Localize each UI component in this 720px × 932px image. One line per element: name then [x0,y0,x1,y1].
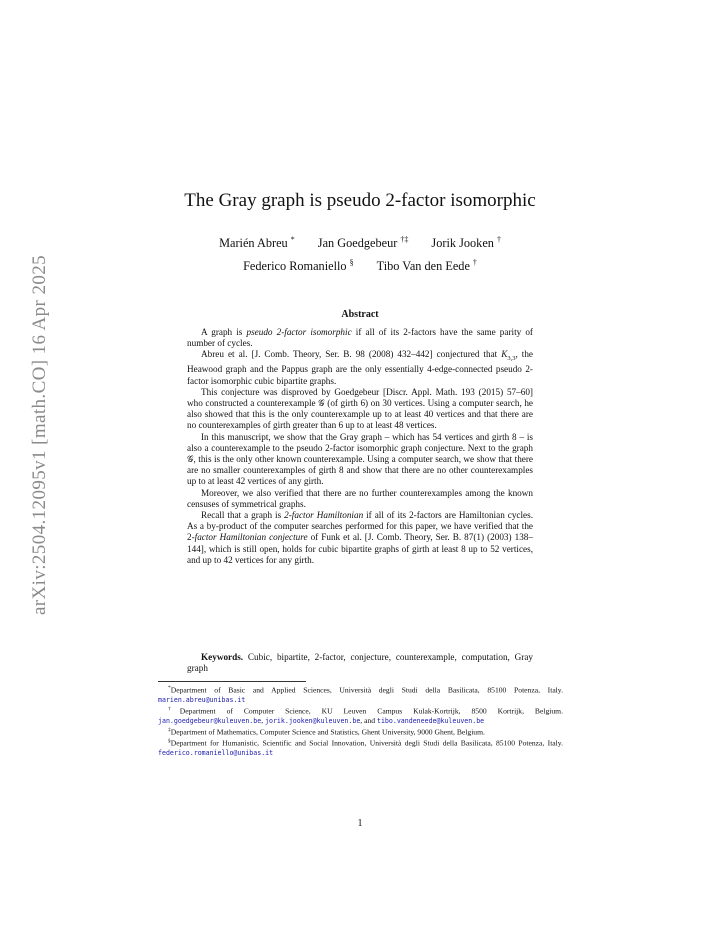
author-mark: †‡ [400,235,409,244]
footnote-romaniello: §Department for Humanistic, Scientific and Social Innovation, Università degli Studi della Basilicata, 85100 Potenza, Italy. federico.romaniello@unibas.it [158,738,563,757]
email-link[interactable]: federico.romaniello@unibas.it [158,748,274,757]
author-list [120,230,600,276]
abstract-paragraph: Abreu et al. [J. Comb. Theory, Ser. B. 98 (2008) 432–442] conjectured that $K_{3,3}$, the Heawood graph and the Pappus graph are the only essentially 4-edge-connected pseudo 2-factor isomorphic cubic bipartite graphs. [187,349,533,386]
author-goedgebeur: Jan Goedgebeur †‡ [317,235,409,251]
abstract-paragraph: In this manuscript, we show that the Gray graph – which has 54 vertices and girth 8 – is also a counterexample to the pseudo 2-factor isomorphic graph conjecture. Next to the graph 𝒢, this is the only other known counterexample. Using a computer search, we show that there are no smaller counterexamples of girth 8 and show that there are no other counterexamples up to at least 42 vertices of any girth. [187,431,533,487]
author-abreu: Marién Abreu * [219,235,295,251]
email-link[interactable]: jan.goedgebeur@kuleuven.be [158,716,262,725]
email-link[interactable]: jorik.jooken@kuleuven.be [265,716,361,725]
abstract-heading: Abstract [341,309,379,320]
math-k33: K [501,349,508,360]
abstract-paragraph: A graph is pseudo 2-factor isomorphic if all of its 2-factors have the same parity of number of cycles. [187,327,533,349]
footnote-ghent: ‡Department of Mathematics, Computer Science and Statistics, Ghent University, 9000 Ghent, Belgium. [168,727,485,737]
abstract-paragraph: Moreover, we also verified that there are no further counterexamples among the known censuses of symmetrical graphs. [187,487,533,509]
author-mark: § [349,258,354,268]
author-mark: * [290,235,295,244]
math-graph-g: 𝒢 [318,398,325,409]
keywords-text: Cubic, bipartite, 2-factor, conjecture, counterexample, computation, Gray graph [187,652,533,674]
email-link[interactable]: marien.abreu@unibas.it [158,695,246,704]
author-van-den-eede: Tibo Van den Eede † [376,258,477,274]
abstract-paragraph: This conjecture was disproved by Goedgebeur [Discr. Appl. Math. 193 (2015) 57–60] who constructed a counterexample 𝒢 (of girth 6) on 30 vertices. Using a computer search, he also showed that this is the only counterexample up to at least 40 vertices and that there are no counterexamples of girth greater than 6 up to at least 48 vertices. [187,386,533,431]
paper-title: The Gray graph is pseudo 2-factor isomorphic [184,190,536,211]
keywords-label: Keywords. [201,652,244,662]
keywords [187,652,533,674]
abstract-body [187,327,533,566]
author-mark: † [472,258,477,268]
author-mark: † [496,235,501,244]
abstract-paragraph: Recall that a graph is 2-factor Hamiltonian if all of its 2-factors are Hamiltonian cycles. As a by-product of the computer searches performed for this paper, we have verified that the 2-factor Hamiltonian conjecture of Funk et al. [J. Comb. Theory, Ser. B. 87(1) (2003) 138–144], which is still open, holds for cubic bipartite graphs of girth at least 8 up to 52 vertices, and up to 42 vertices for any girth. [187,510,533,565]
footnote-divider [158,681,306,682]
author-romaniello: Federico Romaniello § [243,258,354,274]
email-link[interactable]: tibo.vandeneede@kuleuven.be [376,716,485,725]
math-graph-g: 𝒢 [187,454,194,465]
page-number: 1 [357,818,363,829]
arxiv-identifier: arXiv:2504.12095v1 [math.CO] 16 Apr 2025 [29,254,50,616]
footnote-abreu: *Department of Basic and Applied Sciences, Università degli Studi della Basilicata, 85100 Potenza, Italy. marien.abreu@unibas.it [158,685,563,704]
footnotes [158,684,563,758]
footnote-kuleuven: †Department of Computer Science, KU Leuven Campus Kulak-Kortrijk, 8500 Kortrijk, Belgium. jan.goedgebeur@kuleuven.be, jorik.jooken@kuleuven.be, and tibo.vandeneede@kuleuven.be [158,706,563,725]
author-jooken: Jorik Jooken † [431,235,501,251]
